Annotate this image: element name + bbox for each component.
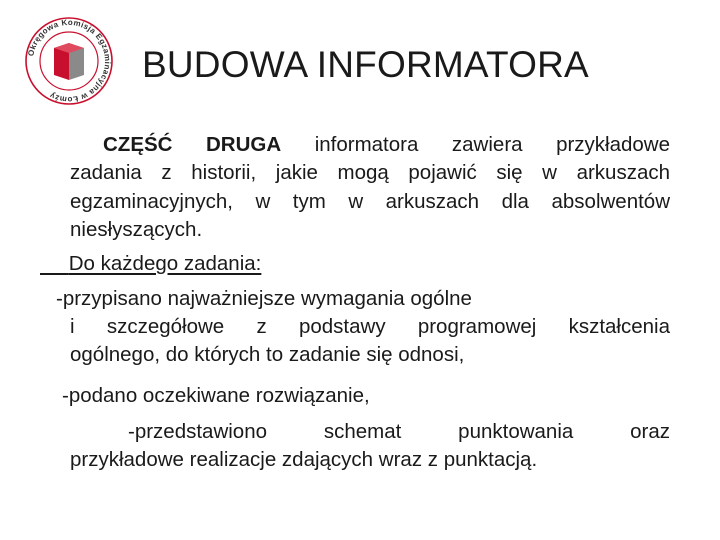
paragraph-1-line-2: zadania z historii, jakie mogą pojawić się w arkuszach: [70, 161, 670, 184]
paragraph-1-line-1: [103, 131, 670, 160]
task-heading-text: Do każdego zadania:: [68, 252, 262, 275]
bullet-1-line-2: i szczegółowe z podstawy programowej kształcenia: [70, 315, 670, 338]
paragraph-1-line-3: egzaminacyjnych, w tym w arkuszach dla absolwentów: [70, 190, 670, 213]
logo-emblem-icon: [18, 10, 120, 112]
task-heading: [40, 252, 261, 275]
part-two-label: CZĘŚĆ DRUGA: [103, 133, 282, 156]
paragraph-1-line-4: niesłyszących.: [70, 218, 203, 241]
bullet-1-line-1: -przypisano najważniejsze wymagania ogólne: [56, 287, 472, 310]
bullet-3-line-2: przykładowe realizacje zdających wraz z punktacją.: [70, 448, 538, 471]
bullet-3-line-1: -przedstawiono schemat punktowania oraz: [128, 420, 670, 443]
bullet-2-line-1: -podano oczekiwane rozwiązanie,: [62, 384, 370, 407]
slide-title: BUDOWA INFORMATORA: [142, 44, 589, 85]
paragraph-1-text: informatora zawiera przykładowe: [314, 133, 671, 156]
institution-logo: [18, 10, 120, 112]
task-heading-line: [40, 250, 261, 279]
logo-ring-text: Okręgowa Komisja Egzaminacyjna w Łomży: [26, 17, 113, 105]
bullet-1-line-3: ogólnego, do których to zadanie się odnosi,: [70, 343, 465, 366]
